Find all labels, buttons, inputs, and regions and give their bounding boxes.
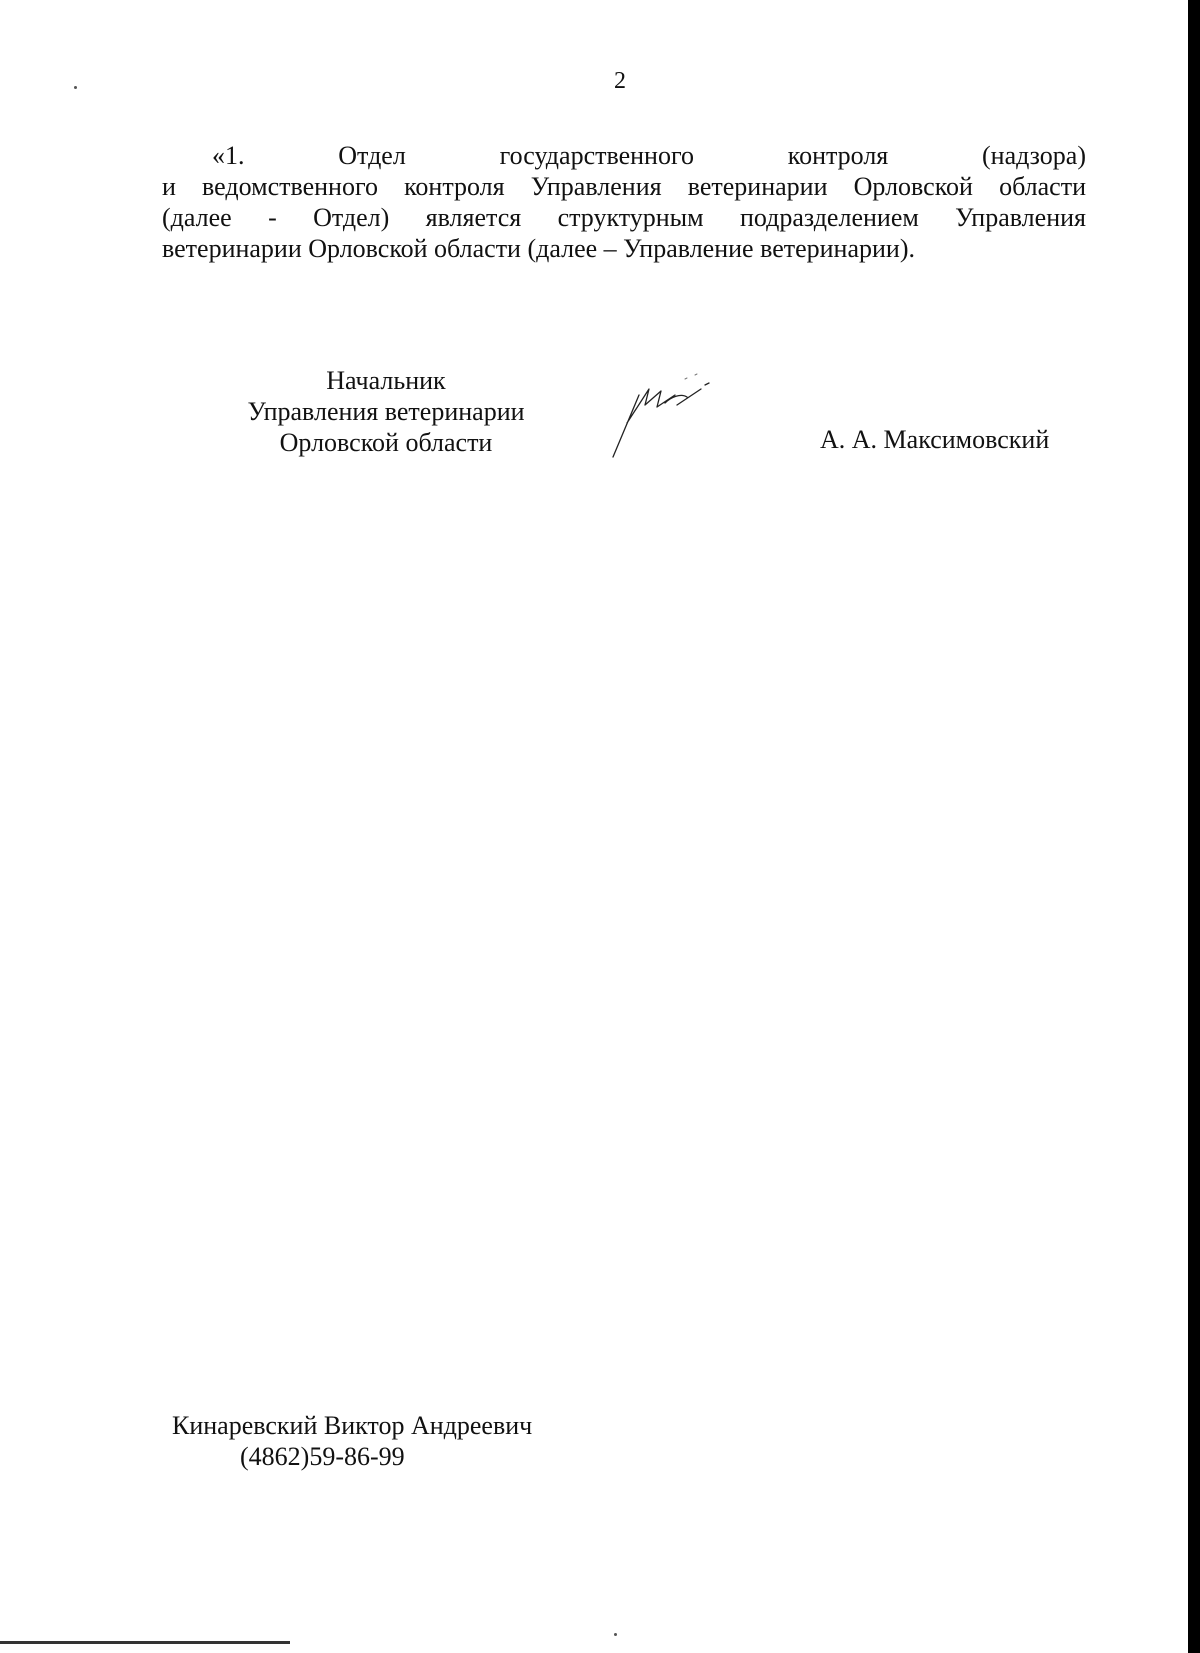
main-paragraph (162, 140, 1086, 264)
paragraph-line-1: «1. Отдел государственного контроля (надзора) (212, 141, 1086, 170)
handwritten-signature (605, 365, 725, 465)
page-number: 2 (614, 68, 626, 94)
executor-name: Кинаревский Виктор Андреевич (172, 1411, 533, 1440)
scan-speck-2 (614, 1633, 617, 1636)
executor-phone: (4862)59-86-99 (240, 1442, 405, 1471)
scan-edge-bottom (0, 1641, 290, 1644)
scan-speck-1 (74, 86, 77, 89)
signatory-position (226, 365, 546, 458)
paragraph-line-3: (далее - Отдел) является структурным подразделением Управления (162, 203, 1086, 232)
scan-edge-right (1188, 0, 1200, 1653)
executor-block (172, 1410, 532, 1472)
signatory-name: А. А. Максимовский (820, 425, 1050, 454)
position-line-1: Начальник (326, 366, 446, 395)
position-line-3: Орловской области (279, 428, 493, 457)
paragraph-line-2: и ведомственного контроля Управления ветеринарии Орловской области (162, 172, 1086, 201)
paragraph-line-4: ветеринарии Орловской области (далее – Управление ветеринарии). (162, 234, 915, 263)
position-line-2: Управления ветеринарии (247, 397, 525, 426)
